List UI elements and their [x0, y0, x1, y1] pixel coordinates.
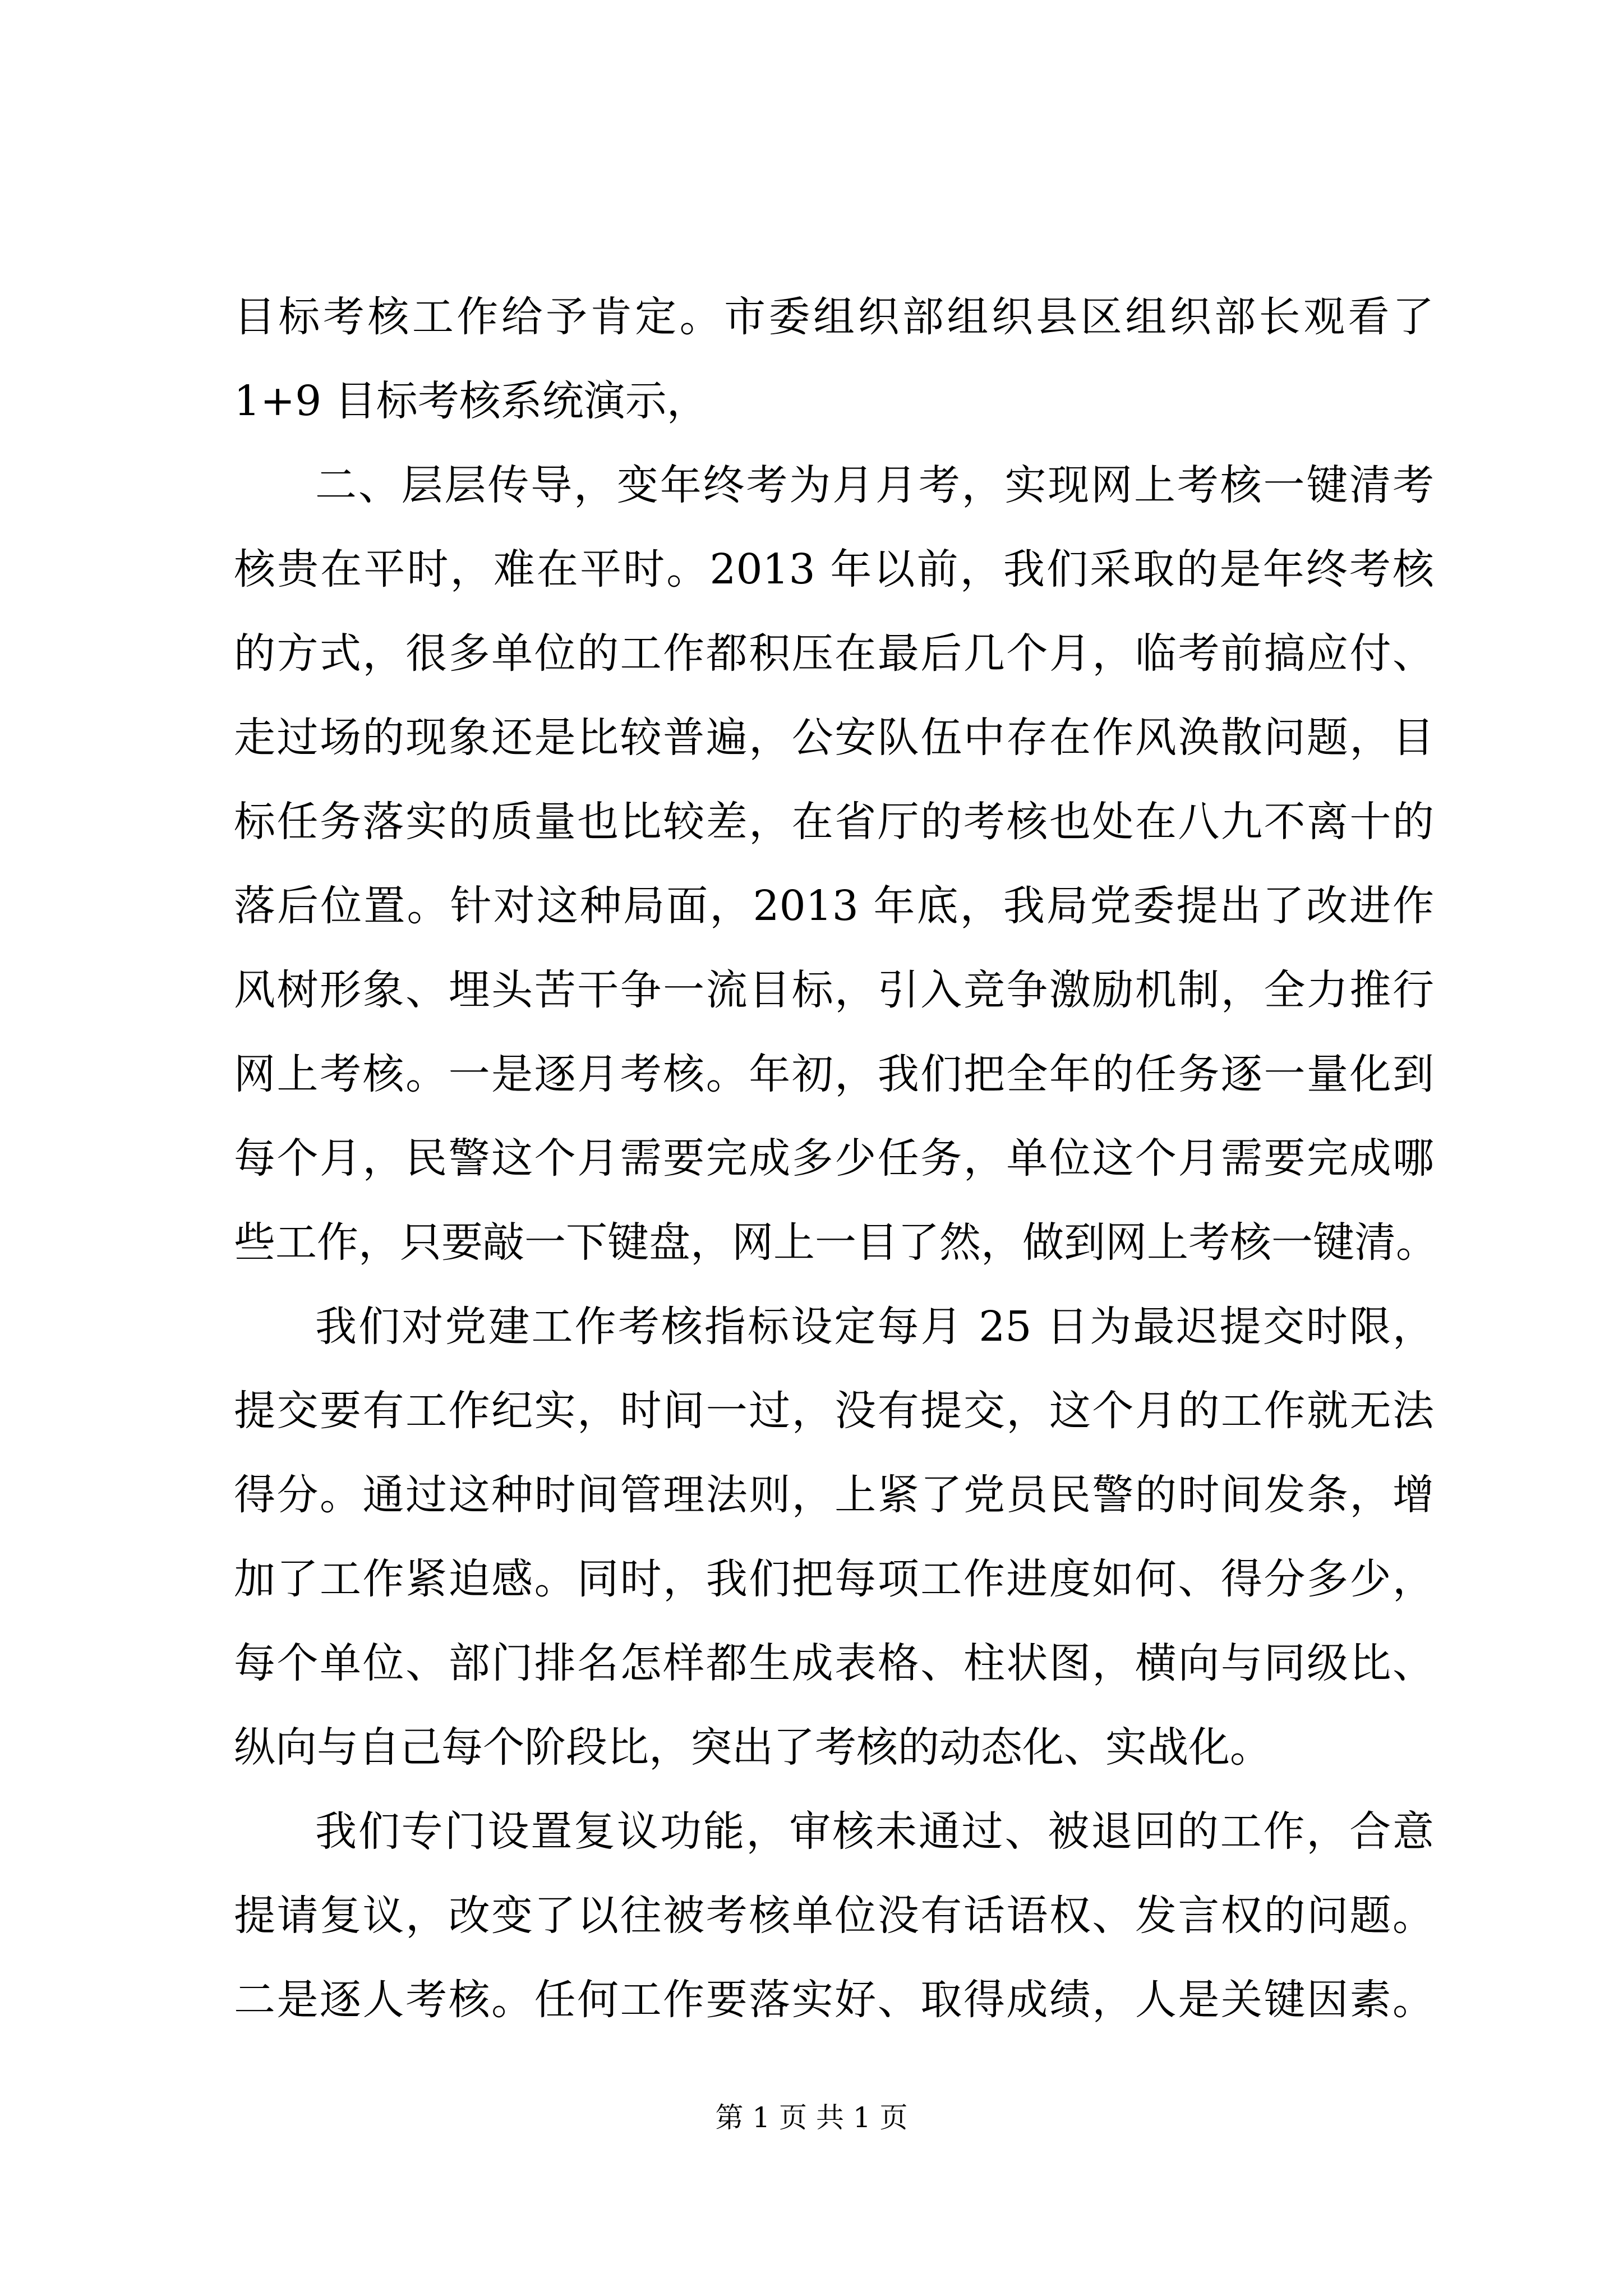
text-line: 每个单位、部门排名怎样都生成表格、柱状图，横向与同级比、 [234, 1639, 1434, 1687]
text-line: 提交要有工作纪实，时间一过，没有提交，这个月的工作就无法 [234, 1387, 1434, 1435]
text-line: 每个月，民警这个月需要完成多少任务，单位这个月需要完成哪 [234, 1134, 1434, 1182]
text-line: 纵向与自己每个阶段比，突出了考核的动态化、实战化。 [234, 1723, 1271, 1772]
page-footer: 第 1 页 共 1 页 [715, 2101, 908, 2134]
text-line: 加了工作紧迫感。同时，我们把每项工作进度如何、得分多少， [234, 1555, 1434, 1603]
text-line: 的方式，很多单位的工作都积压在最后几个月，临考前搞应付、 [234, 629, 1434, 678]
text-line: 得分。通过这种时间管理法则，上紧了党员民警的时间发条，增 [234, 1471, 1434, 1519]
section-heading: 二、层层传导，变年终考为月月考，实现网上考核一键清考 [315, 461, 1434, 509]
text-line: 标任务落实的质量也比较差，在省厅的考核也处在八九不离十的 [234, 798, 1434, 846]
text-line: 提请复议，改变了以往被考核单位没有话语权、发言权的问题。 [234, 1892, 1434, 1940]
text-line: 走过场的现象还是比较普遍，公安队伍中存在作风涣散问题，目 [234, 714, 1434, 762]
text-line: 我们对党建工作考核指标设定每月 25 日为最迟提交时限， [315, 1303, 1434, 1351]
text-line: 些工作，只要敲一下键盘，网上一目了然，做到网上考核一键清。 [234, 1218, 1437, 1267]
text-line: 风树形象、埋头苦干争一流目标，引入竞争激励机制，全力推行 [234, 966, 1434, 1014]
text-line: 1+9 目标考核系统演示， [234, 377, 708, 425]
text-line: 落后位置。针对这种局面，2013 年底，我局党委提出了改进作 [234, 882, 1434, 930]
text-line: 我们专门设置复议功能，审核未通过、被退回的工作，合意 [315, 1807, 1434, 1856]
text-line: 核贵在平时，难在平时。2013 年以前，我们采取的是年终考核 [234, 545, 1434, 593]
text-line: 网上考核。一是逐月考核。年初，我们把全年的任务逐一量化到 [234, 1050, 1434, 1098]
text-line: 目标考核工作给予肯定。市委组织部组织县区组织部长观看了 [234, 293, 1434, 341]
text-line: 二是逐人考核。任何工作要落实好、取得成绩，人是关键因素。 [234, 1976, 1434, 2024]
